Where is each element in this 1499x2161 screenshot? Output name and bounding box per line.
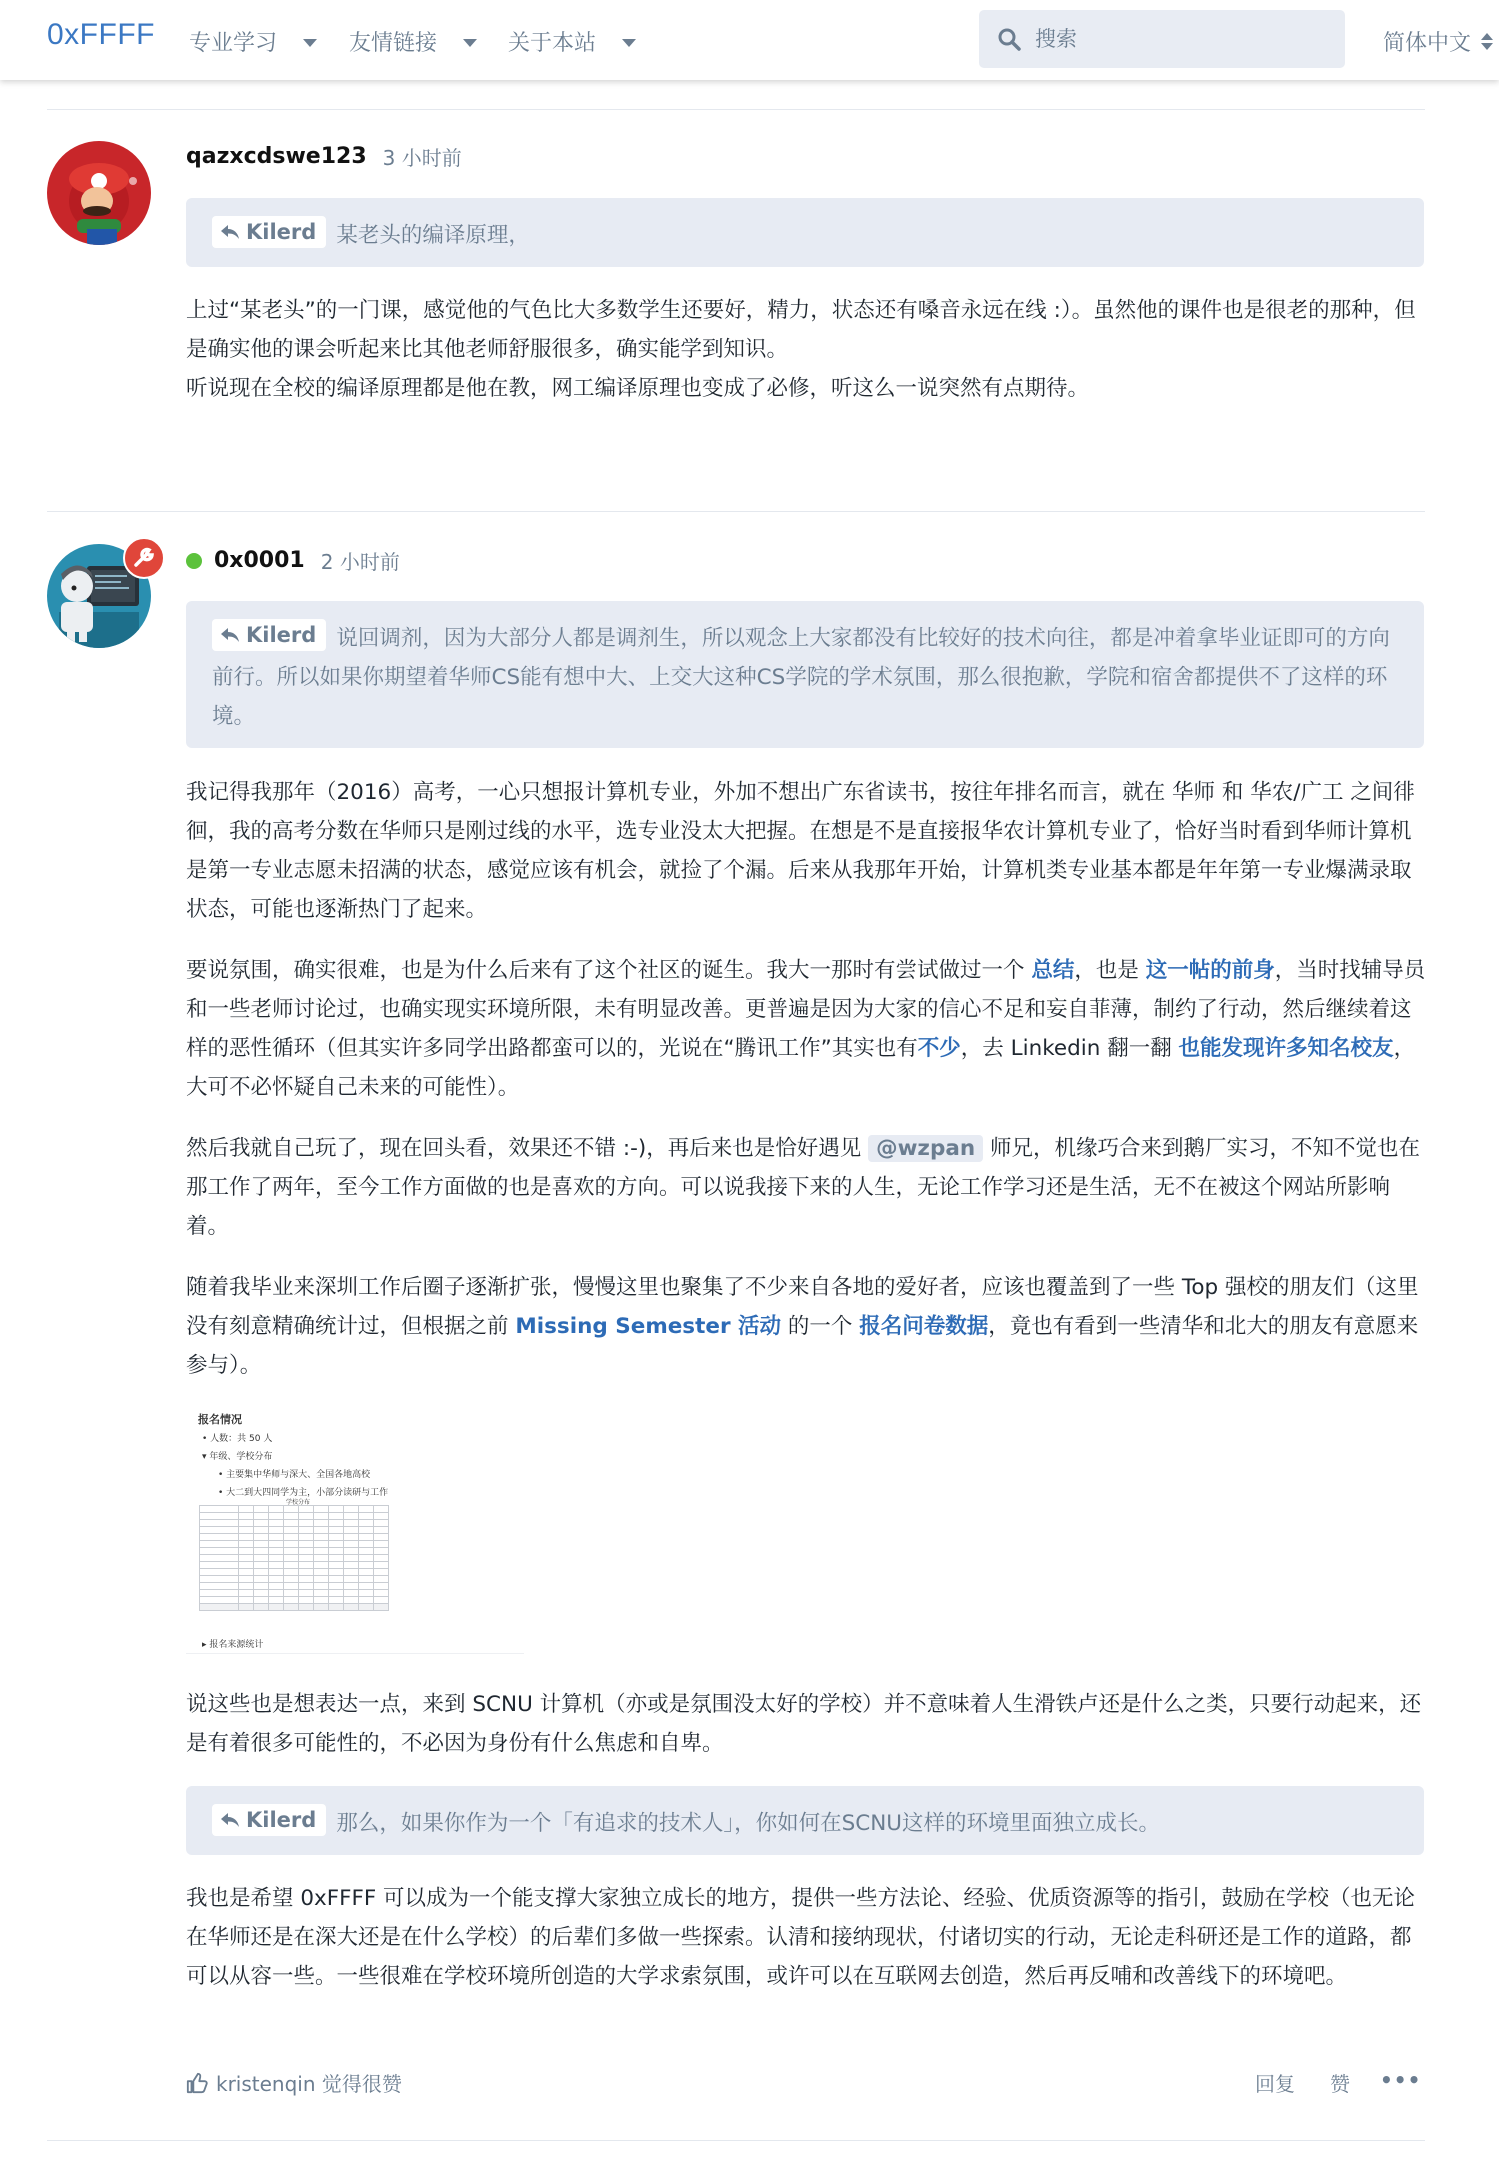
text-run: ，竟也有看到一些清华和北大的朋友有意愿来参与）。 — [186, 1314, 1419, 1378]
embed-table-header: 学校分布 — [286, 1499, 311, 1506]
quote-block — [186, 601, 1424, 748]
embed-title: 报名情况 — [198, 1413, 242, 1426]
paragraph: 我也是希望 0xFFFF 可以成为一个能支撑大家独立成长的地方，提供一些方法论、经验、优质资源等的指引，鼓励在学校（也无论在华师还是在深大还是在什么学校）的后辈们多做一些探索。认清和接纳现状，付诸切实的行动，无论走科研还是工作的道路，都可以从容一些。一些很难在学校环境所创造的大学求索氛围，或许可以在互联网去创造，然后再反哺和改善线下的环境吧。 — [186, 1886, 1416, 1989]
search-box[interactable] — [979, 10, 1345, 68]
top-navbar — [0, 0, 1499, 80]
link-many[interactable]: 不少 — [917, 1036, 961, 1061]
quote-author: Kilerd — [246, 1808, 317, 1832]
quote-author-tag[interactable] — [212, 619, 326, 651]
mario-avatar-image — [47, 141, 151, 245]
online-status-dot — [186, 553, 202, 569]
link-missing-semester[interactable]: Missing Semester 活动 — [515, 1314, 782, 1339]
search-input[interactable] — [1033, 26, 1337, 52]
likes-summary[interactable] — [186, 2068, 402, 2097]
text-run: 然后我就自己玩了，现在回头看，效果还不错 :-)，再后来也是恰好遇见 — [186, 1136, 869, 1161]
post-header — [186, 546, 400, 575]
embed-table — [199, 1505, 389, 1611]
paragraph: 说这些也是想表达一点，来到 SCNU 计算机（亦或是氛围没太好的学校）并不意味着人生滑铁卢还是什么之类，只要行动起来，还是有着很多可能性的，不必因为身份有什么焦虑和自卑。 — [186, 1692, 1422, 1756]
paragraph — [186, 1268, 1426, 1385]
nav-label: 关于本站 — [508, 31, 597, 56]
paragraph: 上过“某老头”的一门课，感觉他的气色比大多数学生还要好，精力，状态还有嗓音永远在线 :）。虽然他的课件也是很老的那种，但是确实他的课会听起来比其他老师舒服很多，确实能学到知识。 — [186, 298, 1416, 362]
text-run: ，去 Linkedin 翻一翻 — [960, 1036, 1179, 1061]
quote-author: Kilerd — [246, 220, 317, 244]
post-divider — [47, 109, 1425, 110]
text-run: 随着我毕业来深圳工作后圈子逐渐扩张，慢慢这里也聚集了不少来自各地的爱好者，应该也覆盖到了一些 Top 强校的朋友们（这里没有刻意精确统计过，但根据之前 — [186, 1275, 1419, 1339]
caret-down-icon — [303, 39, 317, 47]
thumbs-up-icon — [186, 2072, 208, 2094]
post-body — [186, 291, 1426, 408]
quote-text: 某老头的编译原理， — [336, 223, 530, 248]
post-body-paragraph-1 — [186, 773, 1426, 929]
reply-arrow-icon — [220, 627, 240, 643]
post-header — [186, 142, 462, 171]
language-label: 简体中文 — [1383, 31, 1472, 56]
quote-author-tag[interactable] — [212, 1804, 326, 1836]
likes-text: kristenqin 觉得很赞 — [216, 2072, 402, 2096]
reply-arrow-icon — [220, 224, 240, 240]
quote-author: Kilerd — [246, 623, 317, 647]
text-run: 要说氛围，确实很难，也是为什么后来有了这个社区的诞生。我大一那时有尝试做过一个 — [186, 958, 1032, 983]
language-select[interactable] — [1383, 26, 1493, 57]
embed-line: • 大二到大四同学为主，小部分读研与工作 — [218, 1488, 389, 1498]
embedded-survey-image[interactable] — [186, 1401, 524, 1654]
text-run: ，大可不必怀疑自己未来的可能性）。 — [186, 1036, 1416, 1100]
search-icon — [997, 27, 1021, 51]
nav-dropdown-links[interactable] — [349, 26, 477, 57]
paragraph: 听说现在全校的编译原理都是他在教，网工编译原理也变成了必修，听这么一说突然有点期待。 — [186, 376, 1090, 401]
link-survey-data[interactable]: 报名问卷数据 — [859, 1314, 989, 1339]
post-body-paragraph-6 — [186, 1879, 1426, 1996]
paragraph: 我记得我那年（2016）高考，一心只想报计算机专业，外加不想出广东省读书，按往年排名而言，就在 华师 和 华农/广工 之间徘徊，我的高考分数在华师只是刚过线的水平，选专业没太大把握。在想是不是直接报华农计算机专业了，恰好当时看到华师计算机是第一专业志愿未招满的状态，感觉应该有机会，就捡了个漏。后来从我那年开始，计算机类专业基本都是年年第一专业爆满录取状态，可能也逐渐热门了起来。 — [186, 780, 1415, 922]
more-actions-button[interactable] — [1380, 2068, 1421, 2092]
post-body-paragraph-4 — [186, 1268, 1426, 1385]
sort-arrows-icon — [1481, 33, 1493, 50]
quote-block — [186, 198, 1424, 267]
site-logo[interactable]: 0xFFFF — [47, 18, 155, 51]
quote-text: 说回调剂，因为大部分人都是调剂生，所以观念上大家都没有比较好的技术向往，都是冲着拿毕业证即可的方向前行。所以如果你期望着华师CS能有想中大、上交大这种CS学院的学术氛围，那么很抱歉，学院和宿舍都提供不了这样的环境。 — [212, 626, 1390, 729]
paragraph — [186, 951, 1426, 1107]
quote-block — [186, 1786, 1424, 1855]
text-run: ，也是 — [1074, 958, 1146, 983]
admin-badge — [123, 537, 165, 579]
embed-line: ▾ 年级、学校分布 — [202, 1452, 273, 1462]
post-body-paragraph-5 — [186, 1685, 1426, 1763]
reply-arrow-icon — [220, 1812, 240, 1828]
quote-text: 那么，如果你作为一个「有追求的技术人」，你如何在SCNU这样的环境里面独立成长。 — [336, 1811, 1161, 1836]
username[interactable]: qazxcdswe123 — [186, 144, 367, 169]
post-body-paragraph-3 — [186, 1129, 1426, 1246]
text-run: 的一个 — [781, 1314, 860, 1339]
reply-label: 回复 — [1255, 2072, 1295, 2096]
user-mention[interactable]: @wzpan — [868, 1135, 983, 1162]
embed-line: ▸ 报名来源统计 — [202, 1640, 264, 1650]
post-time[interactable]: 2 小时前 — [320, 550, 400, 574]
nav-label: 专业学习 — [189, 31, 278, 56]
wrench-icon — [125, 539, 163, 577]
post-time[interactable]: 3 小时前 — [382, 146, 462, 170]
caret-down-icon — [463, 39, 477, 47]
link-summary[interactable]: 总结 — [1031, 958, 1075, 983]
text-run: ，当时找辅导员和一些老师讨论过，也确实现实环境所限，未有明显改善。更普遍是因为大家的信心不足和妄自菲薄，制约了行动，然后继续着这样的恶性循环（但其实许多同学出路都蛮可以的，光说在“腾讯工作”其实也有 — [186, 958, 1426, 1061]
quote-author-tag[interactable] — [212, 216, 326, 248]
nav-label: 友情链接 — [349, 31, 438, 56]
embed-line: • 主要集中华师与深大、全国各地高校 — [218, 1470, 371, 1480]
post-divider — [47, 2140, 1425, 2141]
post-divider — [47, 511, 1425, 512]
paragraph — [186, 1129, 1426, 1246]
like-label: 赞 — [1330, 2072, 1350, 2096]
avatar[interactable] — [47, 141, 151, 245]
username[interactable]: 0x0001 — [214, 548, 305, 573]
like-button[interactable] — [1330, 2068, 1350, 2097]
embed-line: • 人数：共 50 人 — [202, 1434, 273, 1444]
nav-dropdown-study[interactable] — [189, 26, 317, 57]
post-body-paragraph-2 — [186, 951, 1426, 1107]
reply-button[interactable] — [1255, 2068, 1295, 2097]
link-alumni[interactable]: 也能发现许多知名校友 — [1178, 1036, 1394, 1061]
nav-dropdown-about[interactable] — [508, 26, 636, 57]
link-predecessor-thread[interactable]: 这一帖的前身 — [1145, 958, 1275, 983]
text-run: 师兄，机缘巧合来到鹅厂实习，不知不觉也在那工作了两年，至今工作方面做的也是喜欢的方向。可以说我接下来的人生，无论工作学习还是生活，无不在被这个网站所影响着。 — [186, 1136, 1420, 1239]
more-dots-icon: ••• — [1380, 2068, 1422, 2092]
caret-down-icon — [622, 39, 636, 47]
